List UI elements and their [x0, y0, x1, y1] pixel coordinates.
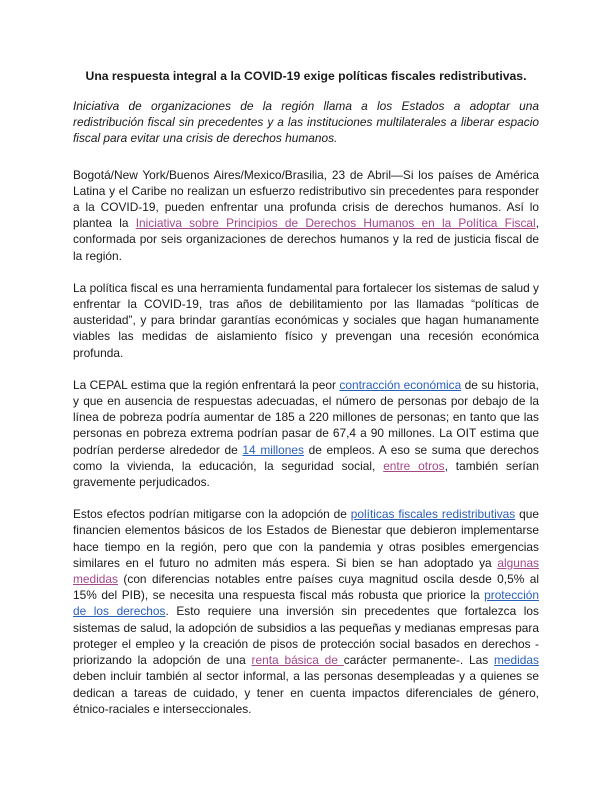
- link-contraccion-economica[interactable]: contracción económica: [339, 377, 462, 392]
- paragraph-3: [73, 377, 539, 490]
- p4-text-a: Estos efectos podrían mitigarse con la adopción de: [73, 507, 351, 522]
- p3-text-a: La CEPAL estima que la región enfrentará la peor: [73, 377, 340, 392]
- p4-text-d: . Esto requiere una inversión sin precedentes que fortalezca los sistemas de salud, la adopción de subsidios a las pequeñas y medianas empresas para proteger el empleo y la creación de pisos de protección social basados en derechos -priorizando la adopción de una: [73, 604, 539, 668]
- p3-text-d: , también serían gravemente perjudicados.: [73, 458, 540, 490]
- link-proteccion-derechos[interactable]: protección de los derechos: [73, 588, 539, 619]
- p3-text-c: de empleos. A eso se suma que derechos como la vivienda, la educación, la seguridad social,: [73, 442, 539, 473]
- paragraph-1: [73, 167, 539, 264]
- paragraph-4: [73, 506, 539, 717]
- p4-text-b: que financien elementos básicos de los Estados de Bienestar que debieron implementarse hace tiempo en la región, pero que con la pandemia y otras posibles emergencias similares en el futuro no admiten más espera. Si bien se han adoptado ya: [73, 507, 539, 570]
- link-renta-basica[interactable]: renta básica de: [251, 653, 344, 668]
- link-iniciativa-principios[interactable]: Iniciativa sobre Principios de Derechos Humanos en la Política Fiscal: [135, 216, 536, 231]
- p4-text-e: carácter permanente-. Las: [343, 653, 495, 668]
- p3-text-b: de su historia, y que en ausencia de respuestas adecuadas, el número de personas por debajo de la línea de pobreza podría aumentar de 185 a 220 millones de personas; en tanto que las personas en pobreza extrema podrían pasar de 67,4 a 90 millones. La OIT estima que podrían perderse alrededor de: [73, 377, 539, 457]
- document-title: Una respuesta integral a la COVID-19 exige políticas fiscales redistributivas.: [85, 69, 527, 83]
- paragraph-2: La política fiscal es una herramienta fundamental para fortalecer los sistemas de salud y enfrentar la COVID-19, tras años de debilitamiento por las llamadas “políticas de austeridad”, y para brindar garantías económicas y sociales que hagan humanamente viables las medidas de aislamiento físico y prevengan una recesión económica profunda.: [73, 280, 539, 360]
- p4-text-c: (con diferencias notables entre países cuya magnitud oscila desde 0,5% al 15% del PIB), se necesita una respuesta fiscal más robusta que priorice la: [73, 572, 539, 603]
- p4-text-f: deben incluir también al sector informal, a las personas desempleadas y a quienes se dedican a tareas de cuidado, y tener en cuenta impactos diferenciales de género, étnico-raciales e interseccionales.: [73, 669, 539, 716]
- link-algunas-medidas[interactable]: algunas medidas: [73, 555, 539, 587]
- link-medidas[interactable]: medidas: [494, 653, 539, 668]
- p1-text-a: Bogotá/New York/Buenos Aires/Mexico/Brasilia, 23 de Abril—Si los países de América Latina y el Caribe no realizan un esfuerzo redistributivo sin precedentes para responder a la COVID-19, pueden enfrentar una profunda crisis de derechos humanos. Así lo plantea la: [73, 167, 539, 231]
- p1-text-b: , conformada por seis organizaciones de derechos humanos y la red de justicia fiscal de la región.: [73, 216, 539, 263]
- lead-paragraph: Iniciativa de organizaciones de la región llama a los Estados a adoptar una redistribución fiscal sin precedentes y a las instituciones multilaterales a liberar espacio fiscal para evitar una crisis de derechos humanos.: [73, 99, 539, 146]
- link-politicas-fiscales-redistributivas[interactable]: políticas fiscales redistributivas: [350, 507, 516, 522]
- link-14-millones[interactable]: 14 millones: [242, 442, 304, 457]
- link-entre-otros[interactable]: entre otros: [383, 458, 445, 473]
